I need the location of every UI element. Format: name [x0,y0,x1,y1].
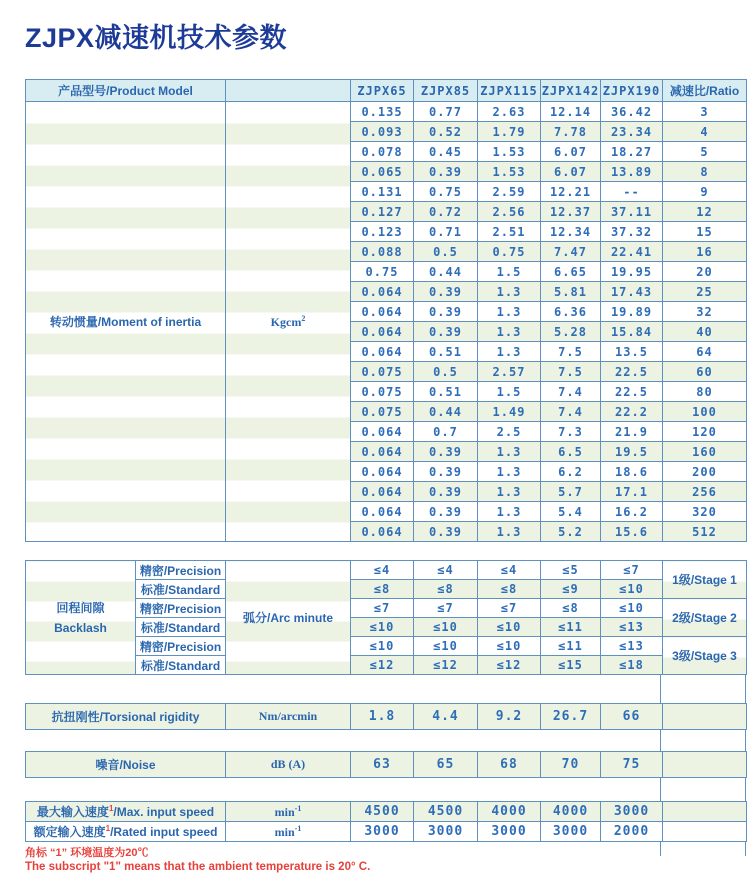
max-speed-zjpx115: 4000 [478,802,541,822]
backlash-type-label: 精密/Precision [136,599,226,618]
inertia-value: 0.51 [414,342,478,362]
backlash-value: ≤8 [414,580,478,599]
max-speed-zjpx142: 4000 [541,802,601,822]
inertia-value: 22.5 [601,382,663,402]
backlash-value: ≤8 [351,580,414,599]
inertia-value: 0.44 [414,402,478,422]
inertia-value: 0.72 [414,202,478,222]
inertia-value: 12.37 [541,202,601,222]
rated-speed-zjpx85: 3000 [414,822,478,842]
inertia-value: 0.51 [414,382,478,402]
inertia-ratio: 32 [663,302,747,322]
inertia-value: 0.127 [351,202,414,222]
inertia-value: 19.89 [601,302,663,322]
inertia-ratio: 12 [663,202,747,222]
inertia-value: 0.064 [351,442,414,462]
footnote-english: The subscript "1" means that the ambient temperature is 20° C. [25,861,371,873]
rated-input-speed-label: 额定输入速度$^1$/Rated input speed [26,822,226,842]
rated-speed-zjpx115: 3000 [478,822,541,842]
inertia-ratio: 200 [663,462,747,482]
header-model-zjpx65: ZJPX65 [351,80,414,102]
inertia-value: 6.36 [541,302,601,322]
inertia-value: 5.28 [541,322,601,342]
backlash-value: ≤13 [601,618,663,637]
inertia-ratio: 100 [663,402,747,422]
backlash-value: ≤4 [478,561,541,580]
backlash-value: ≤10 [601,599,663,618]
max-speed-zjpx190: 3000 [601,802,663,822]
header-model-zjpx142: ZJPX142 [541,80,601,102]
inertia-value: 37.32 [601,222,663,242]
inertia-value: 0.75 [478,242,541,262]
inertia-ratio: 25 [663,282,747,302]
backlash-table [25,560,747,675]
noise-ratio-empty-cell [663,752,747,778]
inertia-value: 2.56 [478,202,541,222]
backlash-value: ≤4 [414,561,478,580]
backlash-value: ≤4 [351,561,414,580]
inertia-value: 0.093 [351,122,414,142]
inertia-value: 1.3 [478,502,541,522]
inertia-value: 19.5 [601,442,663,462]
backlash-type-label: 精密/Precision [136,637,226,656]
header-model-zjpx115: ZJPX115 [478,80,541,102]
backlash-value: ≤10 [414,618,478,637]
inertia-ratio: 20 [663,262,747,282]
backlash-row [26,561,747,580]
inertia-ratio: 4 [663,122,747,142]
inertia-label: 转动惯量/Moment of inertia [26,102,226,542]
inertia-value: 7.5 [541,342,601,362]
inertia-value: 0.77 [414,102,478,122]
rigidity-unit: Nm/arcmin [226,704,351,730]
inertia-row [26,102,747,122]
inertia-value: 22.2 [601,402,663,422]
inertia-value: 0.123 [351,222,414,242]
backlash-value: ≤13 [601,637,663,656]
inertia-value: 7.4 [541,402,601,422]
inertia-value: 0.5 [414,242,478,262]
inertia-value: 0.75 [414,182,478,202]
inertia-value: 17.43 [601,282,663,302]
inertia-ratio: 64 [663,342,747,362]
backlash-value: ≤10 [478,637,541,656]
inertia-value: 2.59 [478,182,541,202]
rigidity-value-zjpx85: 4.4 [414,704,478,730]
header-product-model: 产品型号/Product Model [26,80,226,102]
inertia-value: 0.135 [351,102,414,122]
inertia-value: 0.064 [351,482,414,502]
noise-table [25,751,747,778]
backlash-value: ≤7 [351,599,414,618]
inertia-table [25,79,747,542]
inertia-value: 1.3 [478,302,541,322]
backlash-stage-label: 3级/Stage 3 [663,637,747,675]
inertia-value: 7.4 [541,382,601,402]
backlash-value: ≤8 [541,599,601,618]
backlash-stage-label: 2级/Stage 2 [663,599,747,637]
backlash-value: ≤7 [414,599,478,618]
rated-speed-zjpx190: 2000 [601,822,663,842]
noise-row [26,752,747,778]
inertia-value: 1.49 [478,402,541,422]
backlash-value: ≤15 [541,656,601,675]
inertia-value: 15.6 [601,522,663,542]
inertia-value: 0.39 [414,162,478,182]
rigidity-table [25,703,747,730]
inertia-value: 21.9 [601,422,663,442]
footnote [25,847,746,874]
backlash-stage-label: 1级/Stage 1 [663,561,747,599]
inertia-value: 0.75 [351,262,414,282]
inertia-ratio: 80 [663,382,747,402]
inertia-value: 1.3 [478,342,541,362]
inertia-ratio: 512 [663,522,747,542]
inertia-value: 7.5 [541,362,601,382]
backlash-type-label: 标准/Standard [136,618,226,637]
inertia-value: 7.3 [541,422,601,442]
page-title: ZJPX减速机技术参数 [25,23,288,53]
noise-value-zjpx65: 63 [351,752,414,778]
inertia-value: -- [601,182,663,202]
inertia-value: 6.07 [541,142,601,162]
inertia-value: 0.39 [414,302,478,322]
inertia-ratio: 320 [663,502,747,522]
rated-speed-zjpx142: 3000 [541,822,601,842]
inertia-value: 0.075 [351,362,414,382]
inertia-value: 5.4 [541,502,601,522]
rated-speed-zjpx65: 3000 [351,822,414,842]
inertia-value: 13.5 [601,342,663,362]
inertia-value: 0.39 [414,462,478,482]
backlash-value: ≤12 [351,656,414,675]
rigidity-label: 抗扭刚性/Torsional rigidity [26,704,226,730]
inertia-ratio: 16 [663,242,747,262]
backlash-value: ≤5 [541,561,601,580]
inertia-value: 0.064 [351,462,414,482]
footnote-chinese: 角标 “1” 环境温度为20℃ [25,847,149,859]
backlash-value: ≤18 [601,656,663,675]
inertia-value: 0.39 [414,442,478,462]
rigidity-row [26,704,747,730]
backlash-type-label: 标准/Standard [136,656,226,675]
inertia-value: 0.39 [414,482,478,502]
backlash-label: 回程间隙 Backlash [26,561,136,675]
inertia-value: 1.3 [478,482,541,502]
inertia-value: 6.2 [541,462,601,482]
inertia-value: 7.78 [541,122,601,142]
inertia-value: 12.34 [541,222,601,242]
backlash-unit: 弧分/Arc minute [226,561,351,675]
inertia-value: 0.52 [414,122,478,142]
bottom-sections [25,675,746,842]
inertia-value: 7.47 [541,242,601,262]
rated-input-speed-unit: $\min^{-1}$ [226,822,351,842]
inertia-value: 13.89 [601,162,663,182]
inertia-value: 0.39 [414,282,478,302]
inertia-value: 1.3 [478,322,541,342]
rated-input-speed-row [26,822,747,842]
inertia-value: 12.14 [541,102,601,122]
inertia-ratio: 8 [663,162,747,182]
noise-value-zjpx85: 65 [414,752,478,778]
backlash-value: ≤7 [601,561,663,580]
inertia-value: 18.6 [601,462,663,482]
backlash-value: ≤11 [541,618,601,637]
noise-label: 噪音/Noise [26,752,226,778]
max-input-speed-label: 最大输入速度$^1$/Max. input speed [26,802,226,822]
inertia-value: 0.39 [414,522,478,542]
inertia-unit: Kgcm$^2$ [226,102,351,542]
inertia-value: 2.57 [478,362,541,382]
inertia-value: 1.5 [478,382,541,402]
inertia-value: 1.3 [478,282,541,302]
inertia-value: 1.5 [478,262,541,282]
inertia-value: 0.131 [351,182,414,202]
inertia-ratio: 120 [663,422,747,442]
inertia-value: 0.078 [351,142,414,162]
inertia-ratio: 60 [663,362,747,382]
header-unit-blank [226,80,351,102]
inertia-value: 0.088 [351,242,414,262]
inertia-value: 22.5 [601,362,663,382]
rated-speed-ratio-empty-cell [663,822,747,842]
backlash-value: ≤9 [541,580,601,599]
inertia-value: 1.53 [478,142,541,162]
backlash-value: ≤8 [478,580,541,599]
inertia-value: 17.1 [601,482,663,502]
inertia-value: 6.5 [541,442,601,462]
inertia-value: 0.064 [351,342,414,362]
inertia-value: 1.79 [478,122,541,142]
inertia-value: 12.21 [541,182,601,202]
backlash-value: ≤12 [414,656,478,675]
inertia-value: 0.064 [351,322,414,342]
inertia-ratio: 15 [663,222,747,242]
backlash-type-label: 精密/Precision [136,561,226,580]
inertia-value: 1.3 [478,462,541,482]
inertia-value: 1.3 [478,522,541,542]
inertia-value: 0.065 [351,162,414,182]
max-input-speed-unit: $\min^{-1}$ [226,802,351,822]
max-speed-zjpx85: 4500 [414,802,478,822]
inertia-value: 6.65 [541,262,601,282]
rigidity-value-zjpx142: 26.7 [541,704,601,730]
inertia-value: 0.064 [351,422,414,442]
inertia-ratio: 3 [663,102,747,122]
inertia-value: 23.34 [601,122,663,142]
inertia-value: 0.075 [351,402,414,422]
inertia-value: 16.2 [601,502,663,522]
rigidity-ratio-empty-cell [663,704,747,730]
inertia-value: 0.075 [351,382,414,402]
rigidity-value-zjpx115: 9.2 [478,704,541,730]
backlash-type-label: 标准/Standard [136,580,226,599]
inertia-value: 0.7 [414,422,478,442]
header-model-zjpx190: ZJPX190 [601,80,663,102]
inertia-value: 19.95 [601,262,663,282]
inertia-value: 0.064 [351,522,414,542]
rigidity-value-zjpx190: 66 [601,704,663,730]
noise-value-zjpx115: 68 [478,752,541,778]
inertia-value: 36.42 [601,102,663,122]
inertia-value: 0.5 [414,362,478,382]
header-model-zjpx85: ZJPX85 [414,80,478,102]
speed-table [25,801,747,842]
inertia-value: 2.51 [478,222,541,242]
inertia-value: 0.71 [414,222,478,242]
backlash-value: ≤12 [478,656,541,675]
max-speed-ratio-empty-cell [663,802,747,822]
inertia-value: 37.11 [601,202,663,222]
inertia-value: 5.2 [541,522,601,542]
inertia-value: 0.064 [351,282,414,302]
inertia-value: 0.44 [414,262,478,282]
inertia-value: 1.3 [478,442,541,462]
backlash-value: ≤10 [601,580,663,599]
header-ratio: 减速比/Ratio [663,80,747,102]
max-input-speed-row [26,802,747,822]
inertia-value: 15.84 [601,322,663,342]
inertia-value: 0.064 [351,502,414,522]
noise-value-zjpx190: 75 [601,752,663,778]
inertia-value: 0.39 [414,502,478,522]
backlash-value: ≤10 [351,618,414,637]
inertia-value: 22.41 [601,242,663,262]
backlash-value: ≤10 [478,618,541,637]
inertia-value: 6.07 [541,162,601,182]
inertia-ratio: 5 [663,142,747,162]
rigidity-value-zjpx65: 1.8 [351,704,414,730]
backlash-value: ≤10 [351,637,414,656]
inertia-value: 0.45 [414,142,478,162]
inertia-ratio: 160 [663,442,747,462]
inertia-value: 2.5 [478,422,541,442]
inertia-value: 1.53 [478,162,541,182]
backlash-value: ≤11 [541,637,601,656]
noise-value-zjpx142: 70 [541,752,601,778]
inertia-ratio: 9 [663,182,747,202]
max-speed-zjpx65: 4500 [351,802,414,822]
inertia-ratio: 256 [663,482,747,502]
table-header-row [26,80,747,102]
inertia-value: 18.27 [601,142,663,162]
inertia-value: 2.63 [478,102,541,122]
inertia-value: 0.39 [414,322,478,342]
inertia-ratio: 40 [663,322,747,342]
backlash-value: ≤10 [414,637,478,656]
inertia-value: 5.7 [541,482,601,502]
inertia-value: 5.81 [541,282,601,302]
inertia-value: 0.064 [351,302,414,322]
backlash-value: ≤7 [478,599,541,618]
noise-unit: dB (A) [226,752,351,778]
